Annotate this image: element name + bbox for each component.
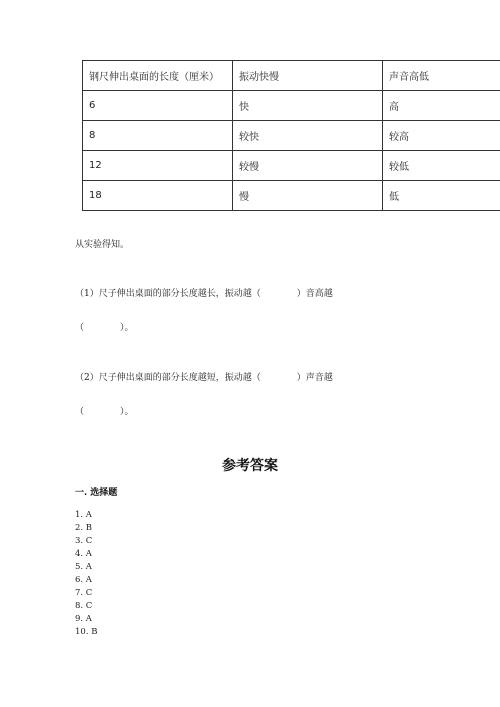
list-item: 6. A <box>75 575 92 585</box>
table-cell: 较快 <box>233 121 383 151</box>
question-1-line-1: （1）尺子伸出桌面的部分长度越长，振动越（ ）音高越 <box>75 289 333 299</box>
table-cell: 快 <box>233 91 383 121</box>
table-row <box>83 121 500 151</box>
list-item: 10. B <box>75 627 98 637</box>
table-cell: 较慢 <box>233 151 383 181</box>
table-row <box>83 91 500 121</box>
table-cell: 低 <box>383 181 500 211</box>
conclusion-intro: 从实验得知。 <box>75 240 130 250</box>
table-cell: 6 <box>83 91 233 121</box>
question-2-line-1: （2）尺子伸出桌面的部分长度越短，振动越（ ）声音越 <box>75 373 333 383</box>
question-1-line-2: （ ）。 <box>75 323 134 333</box>
table-cell: 较高 <box>383 121 500 151</box>
answer-list <box>75 509 97 639</box>
list-item: 8. C <box>75 601 93 611</box>
header-cell-vibration: 振动快慢 <box>233 61 383 91</box>
list-item: 2. B <box>75 523 93 533</box>
table-row <box>83 181 500 211</box>
table-cell: 慢 <box>233 181 383 211</box>
table-cell: 8 <box>83 121 233 151</box>
table-header-row <box>83 61 500 91</box>
table-cell: 12 <box>83 151 233 181</box>
table-cell: 高 <box>383 91 500 121</box>
header-cell-length: 钢尺伸出桌面的长度（厘米） <box>83 61 233 91</box>
list-item: 7. C <box>75 588 93 598</box>
experiment-table <box>82 60 500 211</box>
table-cell: 18 <box>83 181 233 211</box>
list-item: 9. A <box>75 614 92 624</box>
list-item: 5. A <box>75 562 92 572</box>
list-item: 3. C <box>75 536 93 546</box>
answer-key-title: 参考答案 <box>222 458 278 474</box>
table-cell: 较低 <box>383 151 500 181</box>
table-row <box>83 151 500 181</box>
header-cell-pitch: 声音高低 <box>383 61 500 91</box>
list-item: 4. A <box>75 549 92 559</box>
question-2-line-2: （ ）。 <box>75 407 134 417</box>
section-title: 一. 选择题 <box>75 488 118 498</box>
list-item: 1. A <box>75 510 92 520</box>
